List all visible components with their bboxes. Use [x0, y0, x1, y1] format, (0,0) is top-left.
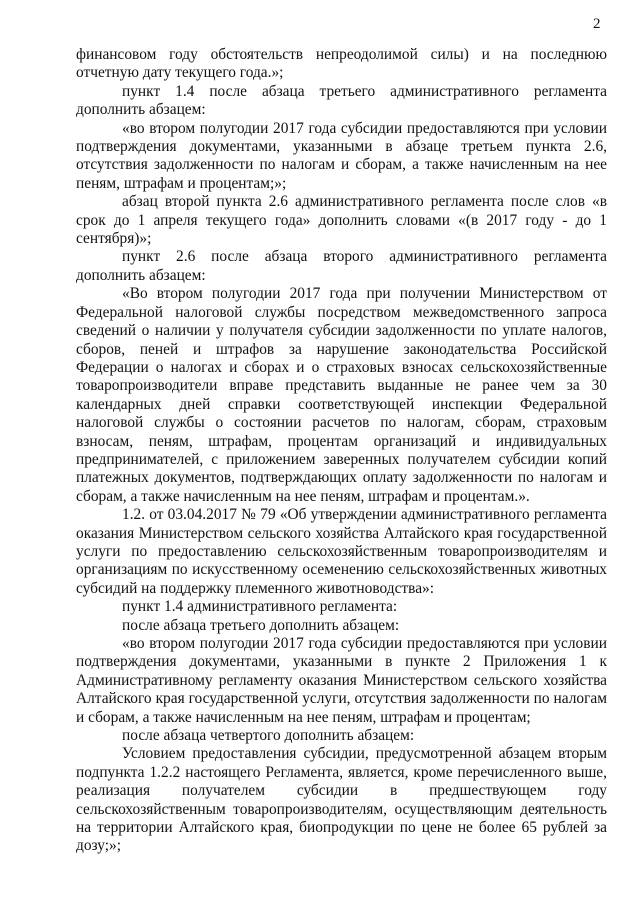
paragraph: «во втором полугодии 2017 года субсидии предоставляются при условии подтверждения документами, указанными в абзаце третьем пункта 2.6, отсутствия задолженности по налогам и сборам, а также начисленным на нее пеням, штрафам и процентам;»; — [76, 119, 607, 192]
paragraph: абзац второй пункта 2.6 административного регламента после слов «в срок до 1 апреля текущего года» дополнить словами «(в 2017 году - до 1 сентября)»; — [76, 193, 607, 248]
paragraph: 1.2. от 03.04.2017 № 79 «Об утверждении административного регламента оказания Министерством сельского хозяйства Алтайского края государственной услуги по предоставлению сельскохозяйственным товаропроизводителям и организациям по искусственному осеменению сельскохозяйственных животных субсидий на поддержку племенного животноводства»: — [76, 506, 607, 597]
paragraph: пункт 1.4 после абзаца третьего административного регламента дополнить абзацем: — [76, 82, 607, 119]
paragraph: пункт 1.4 административного регламента: — [122, 598, 398, 616]
paragraph: Условием предоставления субсидии, предусмотренной абзацем вторым подпункта 1.2.2 настоящего Регламента, является, кроме перечисленного выше, реализация получателем субсидии в предшествующем году сельскохозяйственным товаропроизводителям, осуществляющим деятельность на территории Алтайского края, биопродукции по цене не более 65 рублей за дозу;»; — [76, 745, 607, 855]
paragraph: «Во втором полугодии 2017 года при получении Министерством от Федеральной налоговой службы посредством межведомственного запроса сведений о наличии у получателя субсидии задолженности по уплате налогов, сборов, пеней и штрафов за нарушение законодательства Российской Федерации о налогах и сборах и о страховых взносах сельскохозяйственные товаропроизводители вправе представить выданные не ранее чем за 30 календарных дней справки соответствующей инспекции Федеральной налоговой службы о состоянии расчетов по налогам, сборам, страховым взносам, пеням, штрафам, процентам организаций и индивидуальных предпринимателей, с приложением заверенных получателем субсидии копий платежных документов, подтверждающих оплату задолженности по налогам и сборам, а также начисленным на нее пеням, штрафам и процентам.». — [76, 285, 607, 505]
document-body — [76, 46, 607, 856]
page-number: 2 — [593, 16, 601, 32]
paragraph: после абзаца третьего дополнить абзацем: — [122, 616, 400, 634]
paragraph: пункт 2.6 после абзаца второго административного регламента дополнить абзацем: — [76, 248, 607, 284]
paragraph: после абзаца четвертого дополнить абзацем: — [122, 727, 415, 745]
paragraph: «во втором полугодии 2017 года субсидии предоставляются при условии подтверждения документами, указанными в пункте 2 Приложения 1 к Административному регламенту оказания Министерством сельского хозяйства Алтайского края государственной услуги, отсутствия задолженности по налогам и сборам, а также начисленным на нее пеням, штрафам и процентам; — [76, 635, 607, 726]
paragraph: финансовом году обстоятельств непреодолимой силы) и на последнюю отчетную дату текущего года.»; — [76, 46, 607, 82]
